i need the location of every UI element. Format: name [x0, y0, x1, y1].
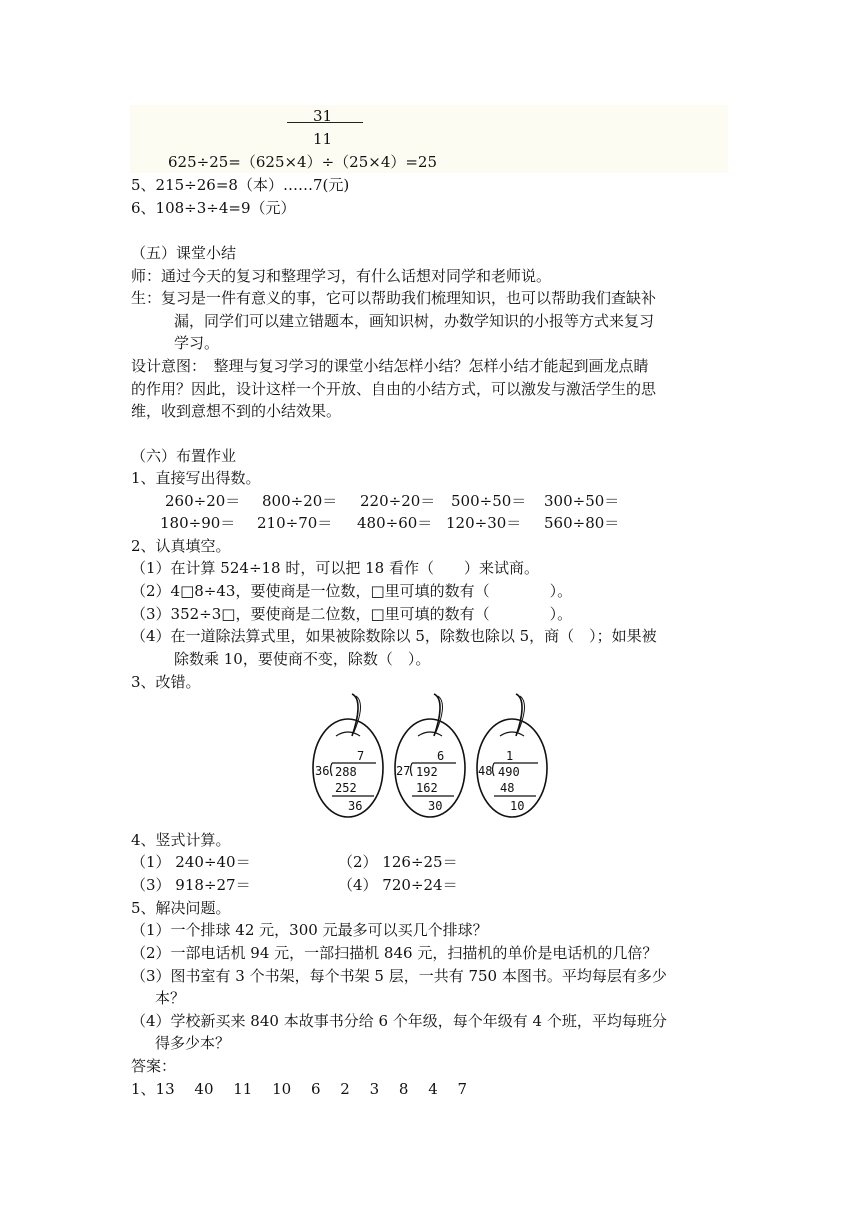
design-intent-line-1: 设计意图： 整理与复习学习的课堂小结怎样小结？怎样小结才能起到画龙点睛: [131, 357, 649, 375]
fraction-bar: [287, 122, 363, 123]
vertical-calc-item: （2） 126÷25＝: [338, 853, 458, 871]
design-intent-line-3: 维，收到意想不到的小结效果。: [131, 402, 342, 420]
teacher-line: 师：通过今天的复习和整理学习，有什么话想对同学和老师说。: [131, 267, 552, 285]
oral-calc-item: 260÷20＝: [165, 492, 241, 510]
problem-3-line-2: 本？: [155, 989, 186, 1007]
fill-blank-3: （3）352÷3□，要使商是二位数，□里可填的数有（ ）。: [131, 605, 573, 623]
apple-1-dividend: 288: [335, 765, 357, 779]
vertical-calc-item: （3） 918÷27＝: [131, 876, 251, 894]
oral-calc-item: 480÷60＝: [357, 514, 433, 532]
answers-label: 答案：: [131, 1057, 177, 1075]
apple-3-divisor: 48: [478, 764, 493, 778]
apple-2-dividend: 192: [416, 765, 438, 779]
section-heading-homework: （六）布置作业: [131, 447, 237, 465]
vertical-calc-item: （1） 240÷40＝: [131, 853, 251, 871]
vertical-calc-item: （4） 720÷24＝: [338, 876, 458, 894]
fraction-denominator: 11: [313, 130, 333, 148]
oral-calc-item: 500÷50＝: [451, 492, 527, 510]
problem-4-line-1: （4）学校新买来 840 本故事书分给 6 个年级，每个年级有 4 个班，平均每班分: [131, 1012, 667, 1030]
fill-blank-2: （2）4□8÷43，要使商是一位数，□里可填的数有（ ）。: [131, 582, 573, 600]
problem-1: （1）一个排球 42 元，300 元最多可以买几个排球？: [131, 921, 488, 939]
answer-line-5: 5、215÷26=8（本）……7(元): [131, 176, 350, 194]
problem-4-line-2: 得多少本？: [155, 1034, 231, 1052]
answer-line-6: 6、108÷3÷4=9（元）: [131, 199, 296, 217]
student-line-1: 生：复习是一件有意义的事，它可以帮助我们梳理知识，也可以帮助我们查缺补: [131, 289, 657, 307]
apple-1: [313, 694, 383, 817]
apple-2-divisor: 27: [396, 764, 411, 778]
apple-3-product: 48: [500, 781, 515, 795]
question-4-title: 4、竖式计算。: [131, 831, 231, 849]
apple-2-product: 162: [416, 781, 438, 795]
problem-3-line-1: （3）图书室有 3 个书架，每个书架 5 层，一共有 750 本图书。平均每层有多少: [131, 967, 667, 985]
apple-2-quotient: 6: [437, 749, 445, 763]
oral-calc-item: 800÷20＝: [262, 492, 338, 510]
oral-calc-item: 120÷30＝: [446, 514, 522, 532]
apple-1-quotient: 7: [357, 749, 365, 763]
apple-1-product: 252: [335, 781, 357, 795]
question-3-title: 3、改错。: [131, 673, 201, 691]
apple-1-remainder: 36: [348, 799, 363, 813]
apple-2: [395, 694, 465, 817]
oral-calc-item: 210÷70＝: [257, 514, 333, 532]
question-2-title: 2、认真填空。: [131, 537, 231, 555]
apple-2-remainder: 30: [428, 799, 443, 813]
apple-3-quotient: 1: [506, 749, 514, 763]
student-line-2: 漏，同学们可以建立错题本，画知识树，办数学知识的小报等方式来复习: [174, 312, 655, 330]
apple-3-remainder: 10: [510, 799, 525, 813]
question-5-title: 5、解决问题。: [131, 899, 231, 917]
equation-line: 625÷25=（625×4）÷（25×4）=25: [168, 153, 438, 171]
oral-calc-item: 220÷20＝: [360, 492, 436, 510]
question-1-title: 1、直接写出得数。: [131, 469, 261, 487]
fraction-numerator: 31: [313, 107, 333, 125]
fill-blank-1: （1）在计算 524÷18 时，可以把 18 看作（ ）来试商。: [131, 559, 539, 577]
apple-1-divisor: 36: [315, 764, 330, 778]
design-intent-line-2: 的作用？因此，设计这样一个开放、自由的小结方式，可以激发与激活学生的思: [131, 380, 657, 398]
problem-2: （2）一部电话机 94 元，一部扫描机 846 元，扫描机的单价是电话机的几倍？: [131, 944, 658, 962]
fill-blank-4-line-2: 除数乘 10，要使商不变，除数（ ）。: [174, 650, 431, 668]
apple-3: [477, 694, 547, 817]
section-heading-summary: （五）课堂小结: [131, 244, 237, 262]
student-line-3: 学习。: [174, 334, 220, 352]
oral-calc-item: 300÷50＝: [544, 492, 620, 510]
answers-line-1: 1、13 40 11 10 6 2 3 8 4 7: [131, 1080, 468, 1098]
correction-apples-figure: [308, 690, 552, 822]
apple-3-dividend: 490: [498, 765, 520, 779]
oral-calc-item: 560÷80＝: [544, 514, 620, 532]
oral-calc-item: 180÷90＝: [160, 514, 236, 532]
fill-blank-4-line-1: （4）在一道除法算式里，如果被除数除以 5，除数也除以 5，商（ ）；如果被: [131, 627, 657, 645]
